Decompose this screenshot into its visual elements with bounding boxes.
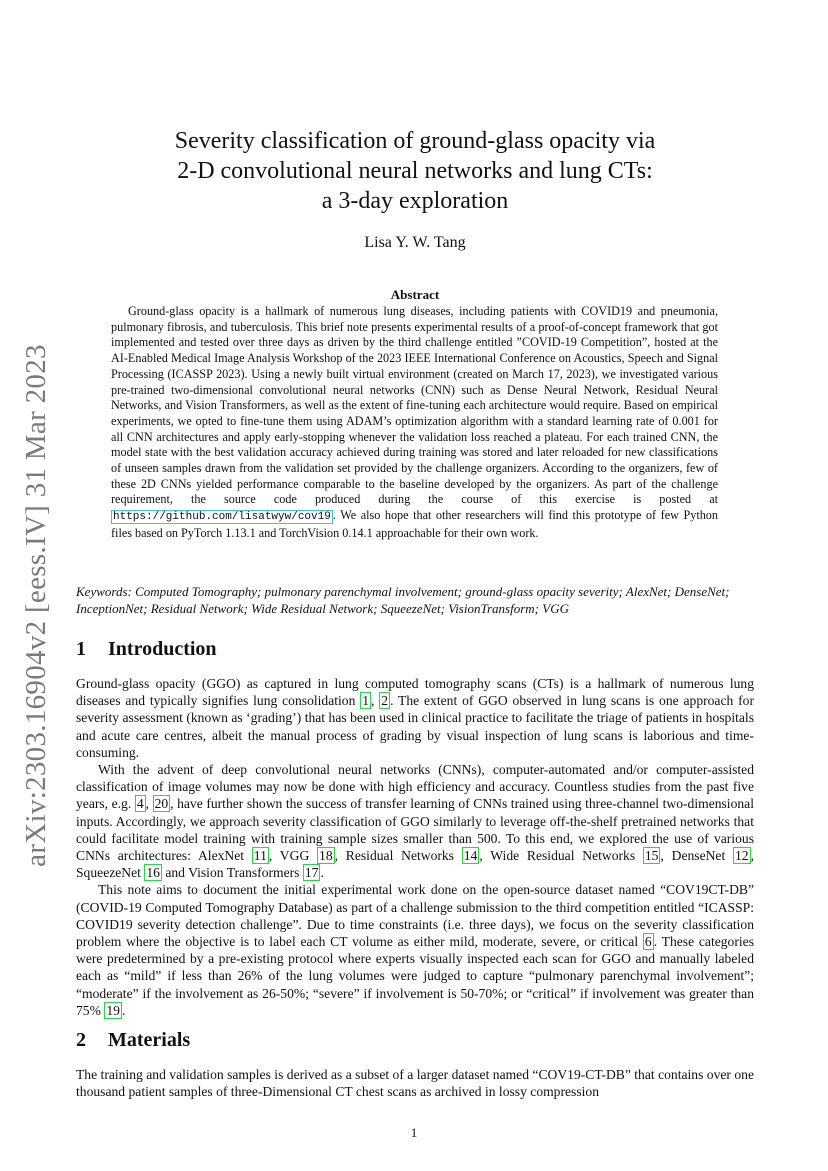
title-line: 2-D convolutional neural networks and lung CTs:: [177, 158, 653, 184]
text: .: [121, 1002, 126, 1018]
source-code-link[interactable]: https://github.com/lisatwyw/cov19: [113, 511, 331, 524]
text: , DenseNet: [660, 848, 733, 864]
text: Ground-glass opacity (GGO) as captured in lung computed tomography scans (CTs) is a hallmark of numerous lung diseases and typically signifies lung consolidation: [76, 676, 754, 709]
section-number: 2: [76, 1029, 86, 1051]
citation-link[interactable]: 2: [381, 693, 389, 709]
paragraph: The training and validation samples is derived as a subset of a larger dataset named “COV19-CT-DB” that contains over one thousand patient samples of three-Dimensional CT chest scans as archived in lossy compression: [76, 1067, 754, 1100]
citation-link[interactable]: 11: [253, 848, 267, 864]
text: , Wide Residual Networks: [479, 848, 643, 864]
text: . These categories were predetermined by a pre-existing protocol where experts visually inspected each scan for GGO and manually labeled each as “mild” if less than 26% of the lung volumes were judged to capture “pulmonary parenchymal involvement”; “moderate” if the involvement as 26-50%; “severe” if involvement is 50-70%; or “critical” if involvement was greater than 75%: [76, 934, 754, 1018]
abstract-heading: Abstract: [390, 287, 440, 302]
citation-link[interactable]: 1: [362, 693, 370, 709]
citation-link[interactable]: 20: [154, 796, 169, 812]
citation-link[interactable]: 17: [304, 865, 319, 881]
text: , VGG: [268, 848, 318, 864]
arxiv-identifier: arXiv:2303.16904v2 [eess.IV] 31 Mar 2023: [19, 343, 52, 867]
title-line: a 3-day exploration: [321, 188, 509, 214]
introduction-body: [76, 675, 754, 1019]
section-title: Materials: [108, 1029, 191, 1051]
materials-body: [76, 1066, 754, 1100]
text: , have further shown the success of transfer learning of CNNs trained using three-channel two-dimensional inputs. Accordingly, we approach severity classification of GGO similarly to leverage off-the-shelf pretrained networks that could facilitate model training with training sample sizes smaller than 500. To this end, we explored the use of various CNNs architectures: AlexNet: [76, 796, 754, 864]
section-heading-materials: [76, 1029, 190, 1052]
text: .: [320, 865, 324, 881]
citation-link[interactable]: 15: [644, 848, 659, 864]
paragraph: [76, 761, 754, 881]
paper-title: [100, 126, 730, 216]
abstract-text: Ground-glass opacity is a hallmark of numerous lung diseases, including patients with COVID19 and pneumonia, pulmonary fibrosis, and tuberculosis. This brief note presents experimental results of a proof-of-concept framework that got implemented and tested over three days as driven by the third challenge entitled ”COVID-19 Competition”, hosted at the AI-Enabled Medical Image Analysis Workshop of the 2023 IEEE International Conference on Acoustics, Speech and Signal Processing (ICASSP 2023). Using a newly built virtual environment (created on March 17, 2023), we investigated various pre-trained two-dimensional convolutional neural networks (CNN) such as Dense Neural Network, Residual Neural Networks, and Vision Transformers, as well as the extent of fine-tuning each architecture would require. Based on empirical experiments, we opted to fine-tune them using ADAM’s optimization algorithm with a standard learning rate of 0.001 for all CNN architectures and apply early-stopping whenever the validation loss reached a plateau. For each trained CNN, the model state with the best validation accuracy achieved during training was stored and later reloaded for new classifications of unseen samples drawn from the validation set provided by the challenge organizers. According to the organizers, few of these 2D CNNs yielded performance comparable to the baseline developed by the organizers. As part of the challenge requirement, the source code produced during the course of this exercise is posted at: [111, 304, 718, 507]
section-title: Introduction: [108, 638, 217, 660]
citation-link[interactable]: 6: [644, 934, 652, 950]
citation-link[interactable]: 16: [146, 865, 160, 881]
section-heading-introduction: [76, 638, 217, 661]
citation-link[interactable]: 19: [106, 1002, 120, 1018]
text: With the advent of deep convolutional neural networks (CNNs), computer-automated and/or computer-assisted classification of image volumes may now be done with high efficiency and accuracy. Countless studies from the past five years, e.g.: [76, 762, 754, 812]
arxiv-sidebar-stamp: [14, 343, 58, 867]
text: . The extent of GGO observed in lung scans is one approach for severity assessment (known as ‘grading’) that has been used in clinical practice to facilitate the triage of patients in hospitals and acute care centres, albeit the manual process of grading by visual inspection of lung scans is laborious and time-consuming.: [76, 693, 754, 760]
citation-link[interactable]: 14: [463, 848, 478, 864]
abstract-text-end: . We also hope that other researchers will find this prototype of few Python files based on PyTorch 1.13.1 and TorchVision 0.14.1 approachable for their own work.: [111, 508, 718, 540]
citation-link[interactable]: 18: [319, 848, 333, 864]
text: This note aims to document the initial experimental work done on the open-source dataset named “COV19CT-DB” (COVID-19 Computed Tomography Database) as part of a challenge submission to the third competition entitled “ICASSP: COVID19 severity detection challenge”. Due to time constraints (i.e. three days), we focus on the severity classification problem where the objective is to label each CT volume as either mild, moderate, severe, or critical: [76, 882, 754, 950]
paragraph: [76, 675, 754, 761]
keywords: Keywords: Computed Tomography; pulmonary parenchymal involvement; ground-glass opacity severity; AlexNet; DenseNet; InceptionNet; Residual Network; Wide Residual Network; SqueezeNet; VisionTransform; VGG: [76, 584, 730, 616]
citation-link[interactable]: 4: [136, 796, 144, 812]
text: , SqueezeNet: [76, 848, 754, 881]
abstract-body: [111, 304, 718, 542]
citation-link[interactable]: 12: [735, 848, 749, 864]
paragraph: [76, 881, 754, 1019]
text: and Vision Transformers: [161, 865, 303, 881]
text: , Residual Networks: [334, 848, 462, 864]
text: ,: [371, 693, 380, 709]
title-line: Severity classification of ground-glass opacity via: [174, 128, 656, 154]
section-number: 1: [76, 638, 86, 660]
text: ,: [145, 796, 153, 812]
author-name: Lisa Y. W. Tang: [364, 234, 466, 251]
page-number: 1: [410, 1125, 418, 1140]
